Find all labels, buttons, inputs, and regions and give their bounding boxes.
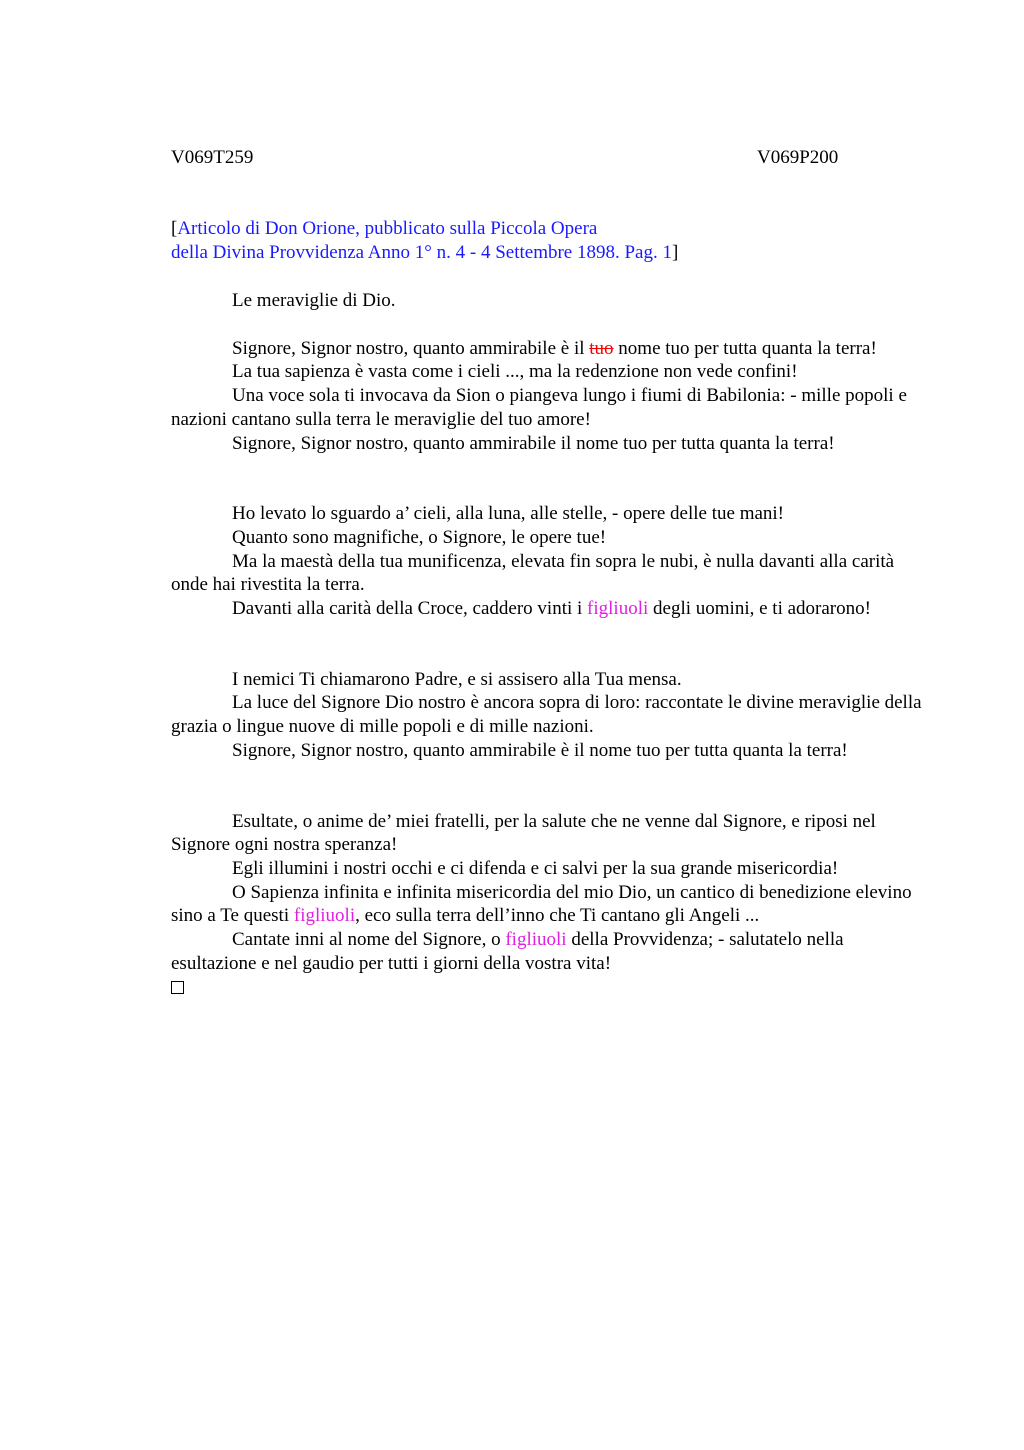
highlighted-word: figliuoli [293, 905, 356, 927]
stanza2-paragraph: Ho levato lo sguardo a’ cieli, alla luna, alle stelle, - opere delle tue mani! [232, 503, 785, 525]
highlighted-word: figliuoli [587, 598, 649, 620]
source-line-2[interactable]: della Divina Provvidenza Anno 1° n. 4 - 4 Settembre 1898. Pag. 1 [171, 242, 672, 263]
article-body [171, 289, 931, 1001]
stanza4-paragraph [171, 928, 931, 975]
source-line-1[interactable]: Articolo di Don Orione, pubblicato sulla Piccola Opera [177, 218, 598, 239]
stanza1-paragraph: La tua sapienza è vasta come i cieli ..., ma la redenzione non vede confini! [232, 361, 798, 383]
page-code-right: V069P200 [757, 147, 839, 168]
stanza2-text-a: Davanti alla carità della Croce, caddero vinti i [232, 598, 588, 620]
stanza4-text-c: Cantate inni al nome del Signore, o [232, 929, 506, 951]
stanza2-text-b: degli uomini, e ti adorarono! [648, 598, 871, 620]
deleted-word: tuo [589, 337, 614, 359]
stanza3-paragraph: Signore, Signor nostro, quanto ammirabile è il nome tuo per tutta quanta la terra! [232, 739, 848, 761]
stanza3-paragraph: La luce del Signore Dio nostro è ancora sopra di loro: raccontate le divine meraviglie della grazia o lingue nuove di mille popoli e di mille nazioni. [171, 692, 922, 738]
stanza4-paragraph: Egli illumini i nostri occhi e ci difenda e ci salvi per la sua grande misericordia! [232, 857, 839, 879]
stanza1-text-b: nome tuo per tutta quanta la terra! [613, 337, 877, 359]
stanza4-text-a: O Sapienza infinita e infinita misericordia del mio Dio, un cantico di benedizione elevino sino a Te questi [171, 881, 912, 927]
empty-square-icon [171, 981, 184, 994]
article-title: Le meraviglie di Dio. [232, 290, 396, 311]
stanza3-paragraph: I nemici Ti chiamarono Padre, e si assisero alla Tua mensa. [232, 668, 682, 690]
stanza1-paragraph: Una voce sola ti invocava da Sion o piangeva lungo i fiumi di Babilonia: - mille popoli e nazioni cantano sulla terra le meraviglie del tuo amore! [171, 385, 907, 430]
stanza2-paragraph: Ma la maestà della tua munificenza, elevata fin sopra le nubi, è nulla davanti alla carità onde hai rivestita la terra. [171, 550, 895, 596]
stanza2-paragraph: Quanto sono magnifiche, o Signore, le opere tue! [232, 526, 607, 548]
highlighted-word: figliuoli [505, 929, 567, 951]
stanza2-paragraph [171, 597, 931, 621]
end-marker [171, 975, 931, 1001]
stanza4-paragraph [171, 881, 931, 928]
source-open-bracket: [ [171, 218, 178, 239]
source-close-bracket: ] [672, 242, 679, 263]
source-note [171, 217, 931, 265]
stanza1-paragraph [171, 337, 931, 361]
stanza4-text-d: della Provvidenza; - salutatelo nella esultazione e nel gaudio per tutti i giorni della vostra vita! [171, 929, 844, 974]
stanza4-paragraph: Esultate, o anime de’ miei fratelli, per la salute che ne venne dal Signore, e riposi nel Signore ogni nostra speranza! [171, 810, 876, 856]
stanza4-text-b: , eco sulla terra dell’inno che Ti cantano gli Angeli ... [355, 905, 760, 927]
stanza1-text-a: Signore, Signor nostro, quanto ammirabile è il [232, 337, 590, 359]
stanza1-paragraph: Signore, Signor nostro, quanto ammirabile il nome tuo per tutta quanta la terra! [232, 432, 835, 454]
volume-code-left: V069T259 [171, 147, 254, 168]
